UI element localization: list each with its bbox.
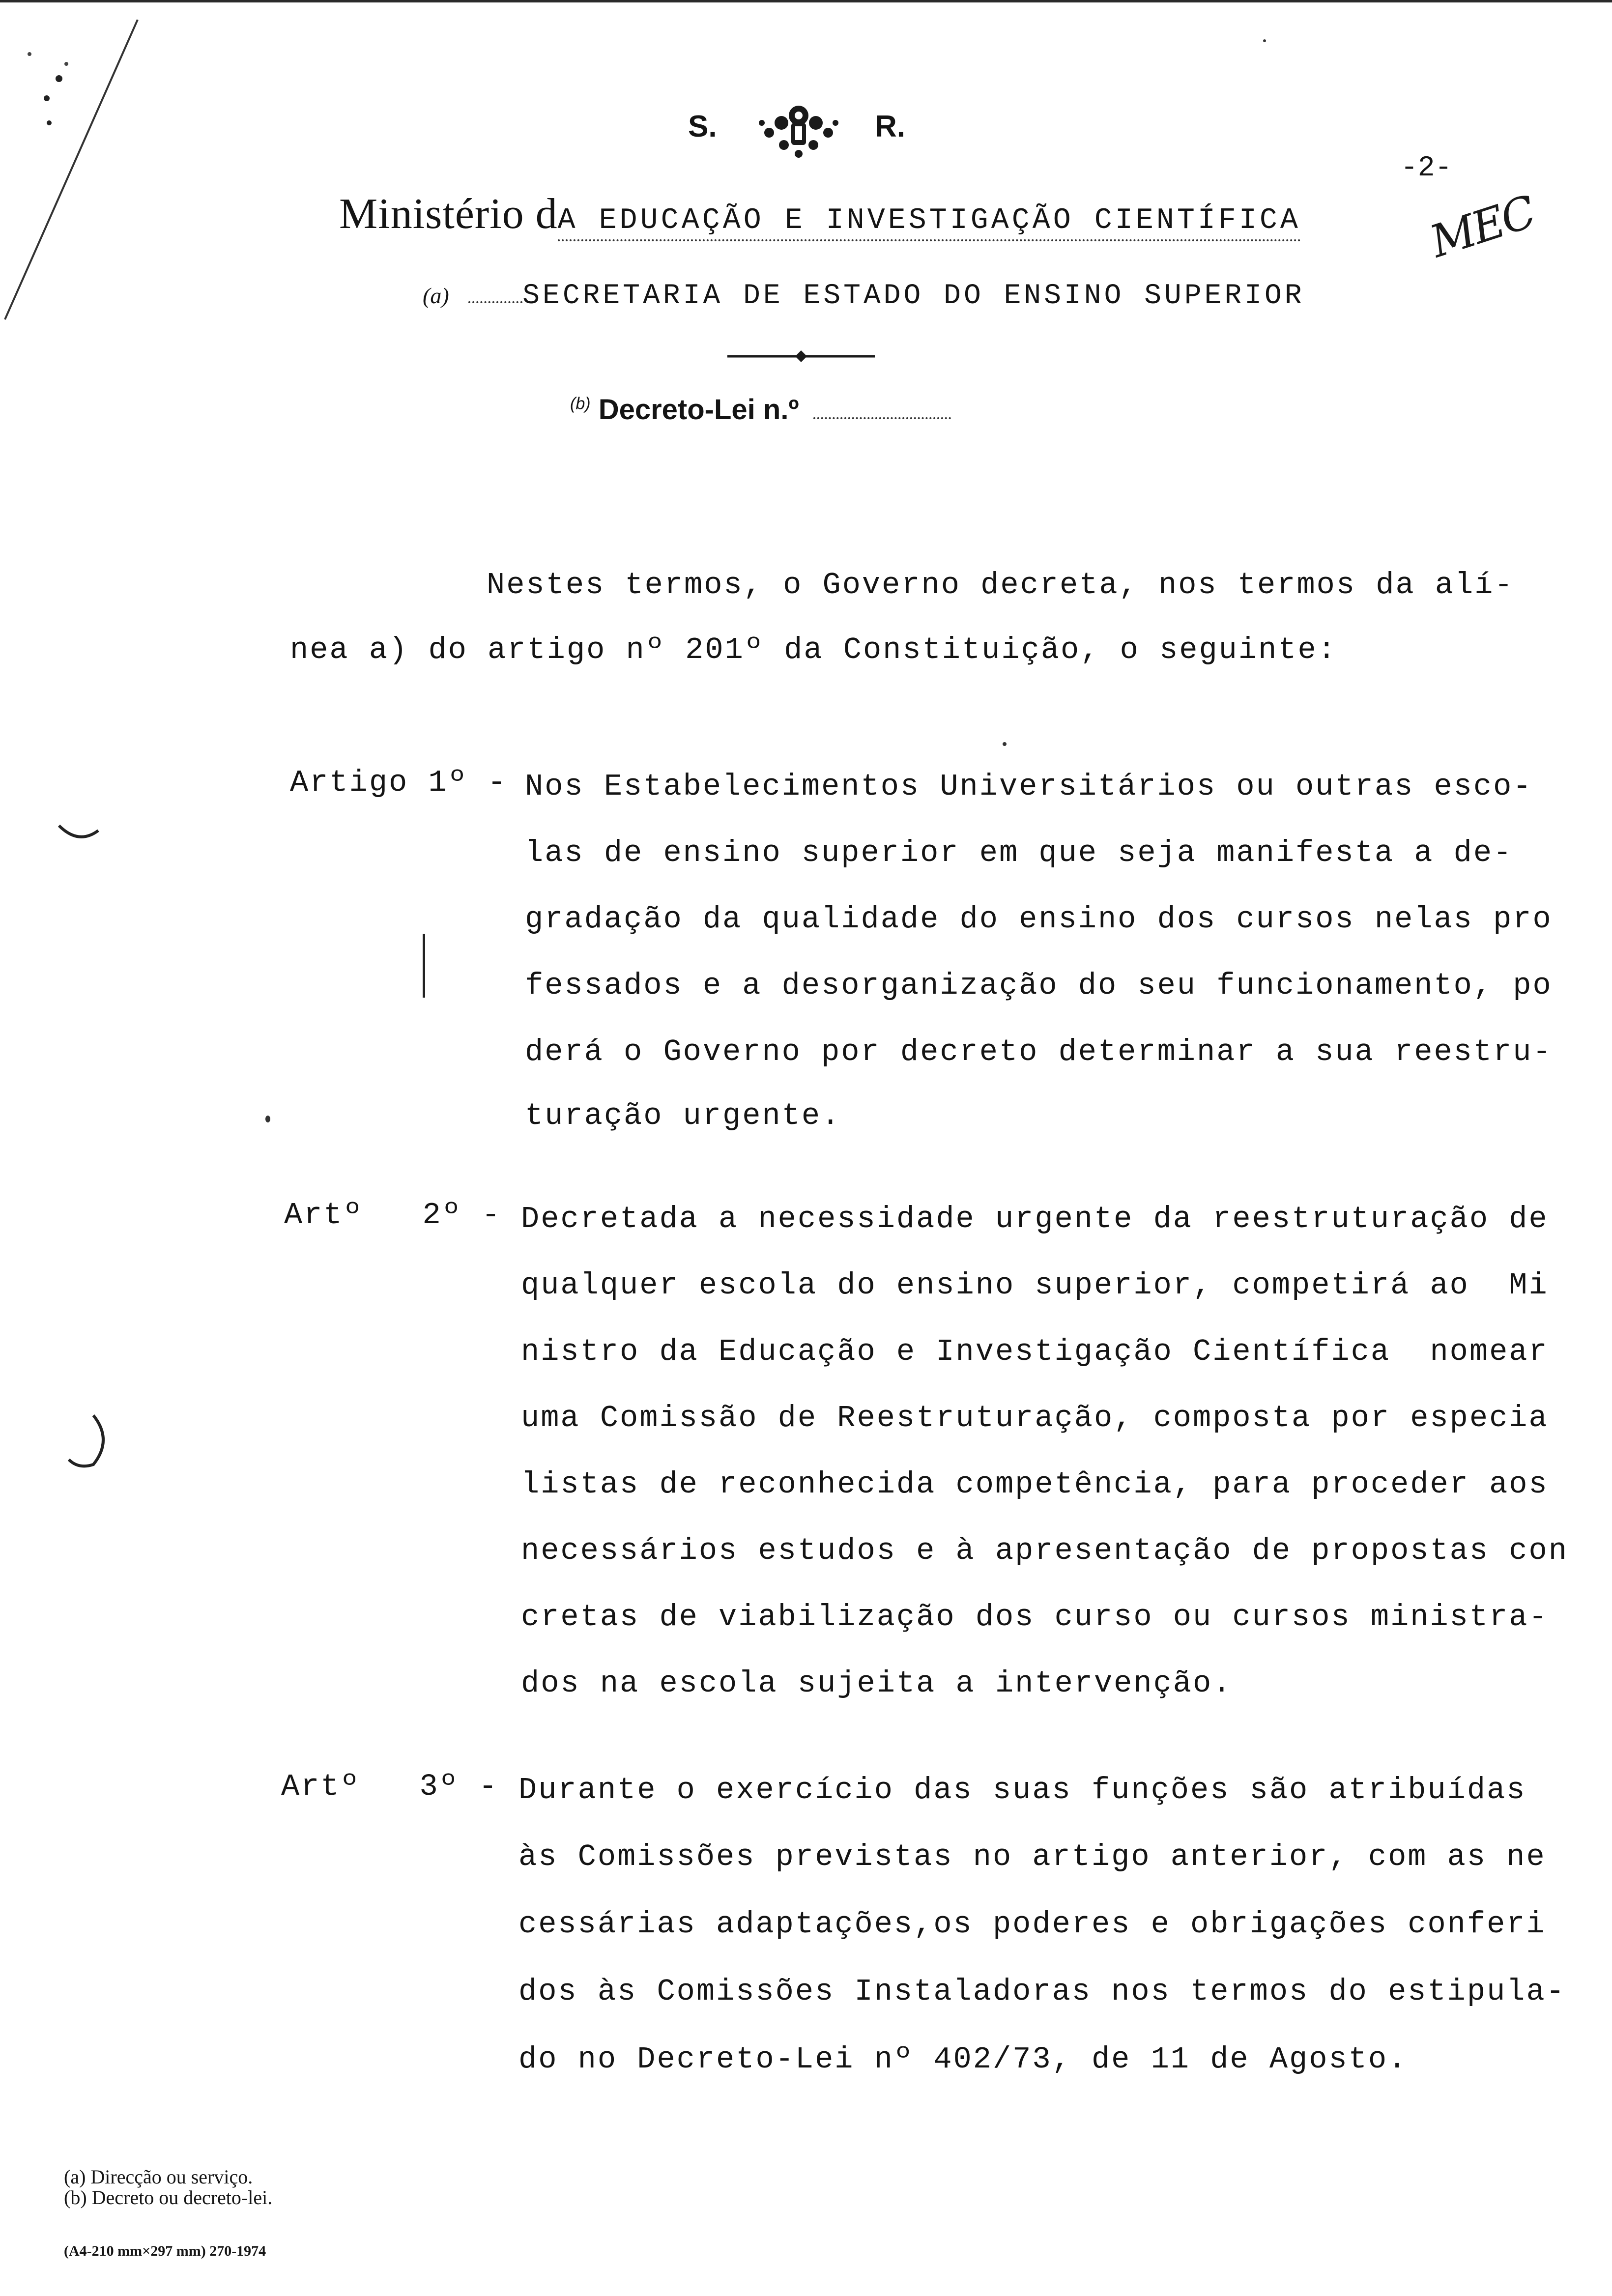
decree-line [570,393,951,426]
scan-margin-mark-1 [49,806,108,845]
article-3-line-2: às Comissões previstas no artigo anterior, com as ne [518,1839,1546,1874]
ministry-line [339,189,1301,239]
article-3-line-4: dos às Comissões Instaladoras nos termos do estipula- [518,1974,1566,2009]
article-2-line-5: listas de reconhecida competência, para proceder aos [521,1467,1549,1502]
handwritten-initials: MEC [1424,186,1541,268]
scan-margin-streak [0,0,157,344]
footnote-b: (b) Decreto ou decreto-lei. [64,2186,273,2209]
article-2-line-1: Decretada a necessidade urgente da reestruturação de [521,1202,1549,1236]
article-1-line-2: las de ensino superior em que seja manifesta a de- [525,835,1513,870]
intro-line-1: Nestes termos, o Governo decreta, nos termos da alí- [487,568,1514,603]
article-1-line-6: turação urgente. [525,1098,841,1133]
article-3-line-5: do no Decreto-Lei nº 402/73, de 11 de Agosto. [518,2042,1408,2077]
article-2-line-6: necessários estudos e à apresentação de propostas con [521,1533,1568,1568]
article-1-line-4: fessados e a desorganização do seu funcionamento, po [525,968,1553,1003]
scan-speck [1263,39,1266,42]
scan-speck [1003,742,1007,746]
article-3-line-3: cessárias adaptações,os poderes e obrigações conferi [518,1907,1546,1942]
department-name: SECRETARIA DE ESTADO DO ENSINO SUPERIOR [522,280,1305,312]
intro-line-2: nea a) do artigo nº 201º da Constituição, o seguinte: [290,632,1337,667]
page-number: -2- [1401,152,1452,184]
decree-footnote-marker: (b) [570,394,591,413]
scan-margin-mark-2 [49,1406,108,1474]
article-1-line-5: derá o Governo por decreto determinar a sua reestru- [525,1034,1553,1069]
header-divider [727,349,875,364]
decree-label: Decreto-Lei n.º [598,394,799,426]
article-2-line-3: nistro da Educação e Investigação Científica nomear [521,1334,1549,1369]
article-2-line-2: qualquer escola do ensino superior, competirá ao Mi [521,1268,1549,1303]
sr-right: R. [875,110,905,144]
article-2-line-8: dos na escola sujeita a intervenção. [521,1666,1233,1701]
decree-number-blank[interactable] [813,417,951,419]
coat-of-arms-icon [747,96,850,162]
article-2-label: Artº 2º - [284,1198,502,1233]
ministry-prefix: Ministério d [339,190,558,238]
article-2-line-4: uma Comissão de Reestruturação, composta por especia [521,1401,1549,1435]
department-line [423,280,1305,312]
article-3-label: Artº 3º - [281,1769,499,1804]
article-1-label: Artigo 1º - [290,765,508,800]
ministry-name: A EDUCAÇÃO E INVESTIGAÇÃO CIENTÍFICA [558,204,1301,241]
article-1-line-3: gradação da qualidade do ensino dos cursos nelas pro [525,902,1553,937]
dept-leader-dots [468,301,522,303]
article-1-line-1: Nos Estabelecimentos Universitários ou outras esco- [525,769,1533,804]
dept-footnote-marker: (a) [423,283,449,308]
footnote-a: (a) Direcção ou serviço. [64,2166,253,2188]
scan-top-edge [0,0,1612,2]
scan-vertical-mark [423,934,425,998]
sr-left: S. [688,110,717,144]
paper-format-note: (A4-210 mm×297 mm) 270-1974 [64,2243,266,2259]
article-2-line-7: cretas de viabilização dos curso ou cursos ministra- [521,1600,1549,1635]
article-3-line-1: Durante o exercício das suas funções são atribuídas [518,1773,1526,1808]
scan-speck [265,1116,270,1122]
